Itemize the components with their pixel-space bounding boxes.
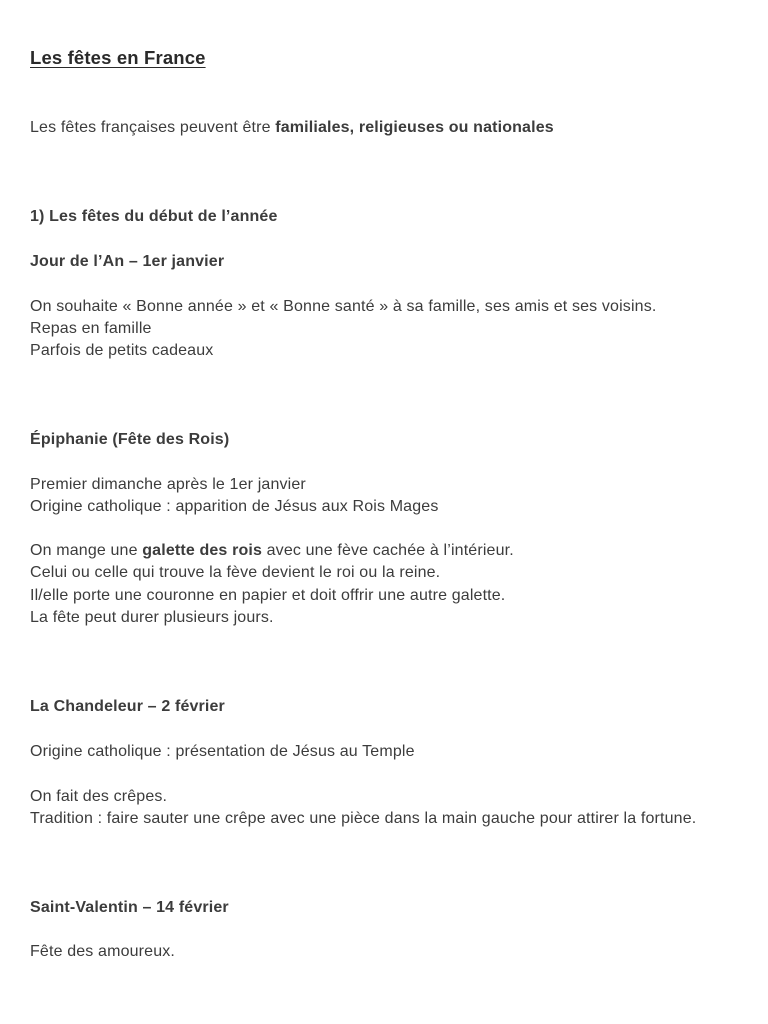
galette-bold-text: galette des rois <box>142 542 263 559</box>
jour-an-line-1: On souhaite « Bonne année » et « Bonne santé » à sa famille, ses amis et ses voisins. <box>30 298 657 315</box>
intro-bold-text: familiales, religieuses ou nationales <box>275 119 554 136</box>
jour-an-heading: Jour de l’An – 1er janvier <box>30 253 225 270</box>
epiphanie-heading: Épiphanie (Fête des Rois) <box>30 431 230 448</box>
galette-post-text: avec une fève cachée à l’intérieur. <box>262 542 514 559</box>
intro-text: Les fêtes françaises peuvent être <box>30 119 276 136</box>
chandeleur-heading: La Chandeleur – 2 février <box>30 698 225 715</box>
epiphanie-line-4: Il/elle porte une couronne en papier et doit offrir une autre galette. <box>30 587 506 604</box>
epiphanie-line-5: La fête peut durer plusieurs jours. <box>30 609 274 626</box>
epiphanie-line-1: Premier dimanche après le 1er janvier <box>30 476 306 493</box>
epiphanie-line-3: Celui ou celle qui trouve la fève devient le roi ou la reine. <box>30 564 441 581</box>
jour-an-line-2: Repas en famille <box>30 320 152 337</box>
galette-pre-text: On mange une <box>30 542 143 559</box>
page-title: Les fêtes en France <box>30 47 206 68</box>
chandeleur-line-3: Tradition : faire sauter une crêpe avec une pièce dans la main gauche pour attirer la fortune. <box>30 810 697 827</box>
epiphanie-galette-line <box>30 540 514 562</box>
chandeleur-line-2: On fait des crêpes. <box>30 788 168 805</box>
intro-paragraph <box>30 117 554 139</box>
valentin-line-1: Fête des amoureux. <box>30 943 175 960</box>
section-heading: 1) Les fêtes du début de l’année <box>30 208 278 225</box>
epiphanie-line-2: Origine catholique : apparition de Jésus aux Rois Mages <box>30 498 439 515</box>
valentin-heading: Saint-Valentin – 14 février <box>30 899 229 916</box>
chandeleur-line-1: Origine catholique : présentation de Jésus au Temple <box>30 743 415 760</box>
jour-an-line-3: Parfois de petits cadeaux <box>30 342 214 359</box>
